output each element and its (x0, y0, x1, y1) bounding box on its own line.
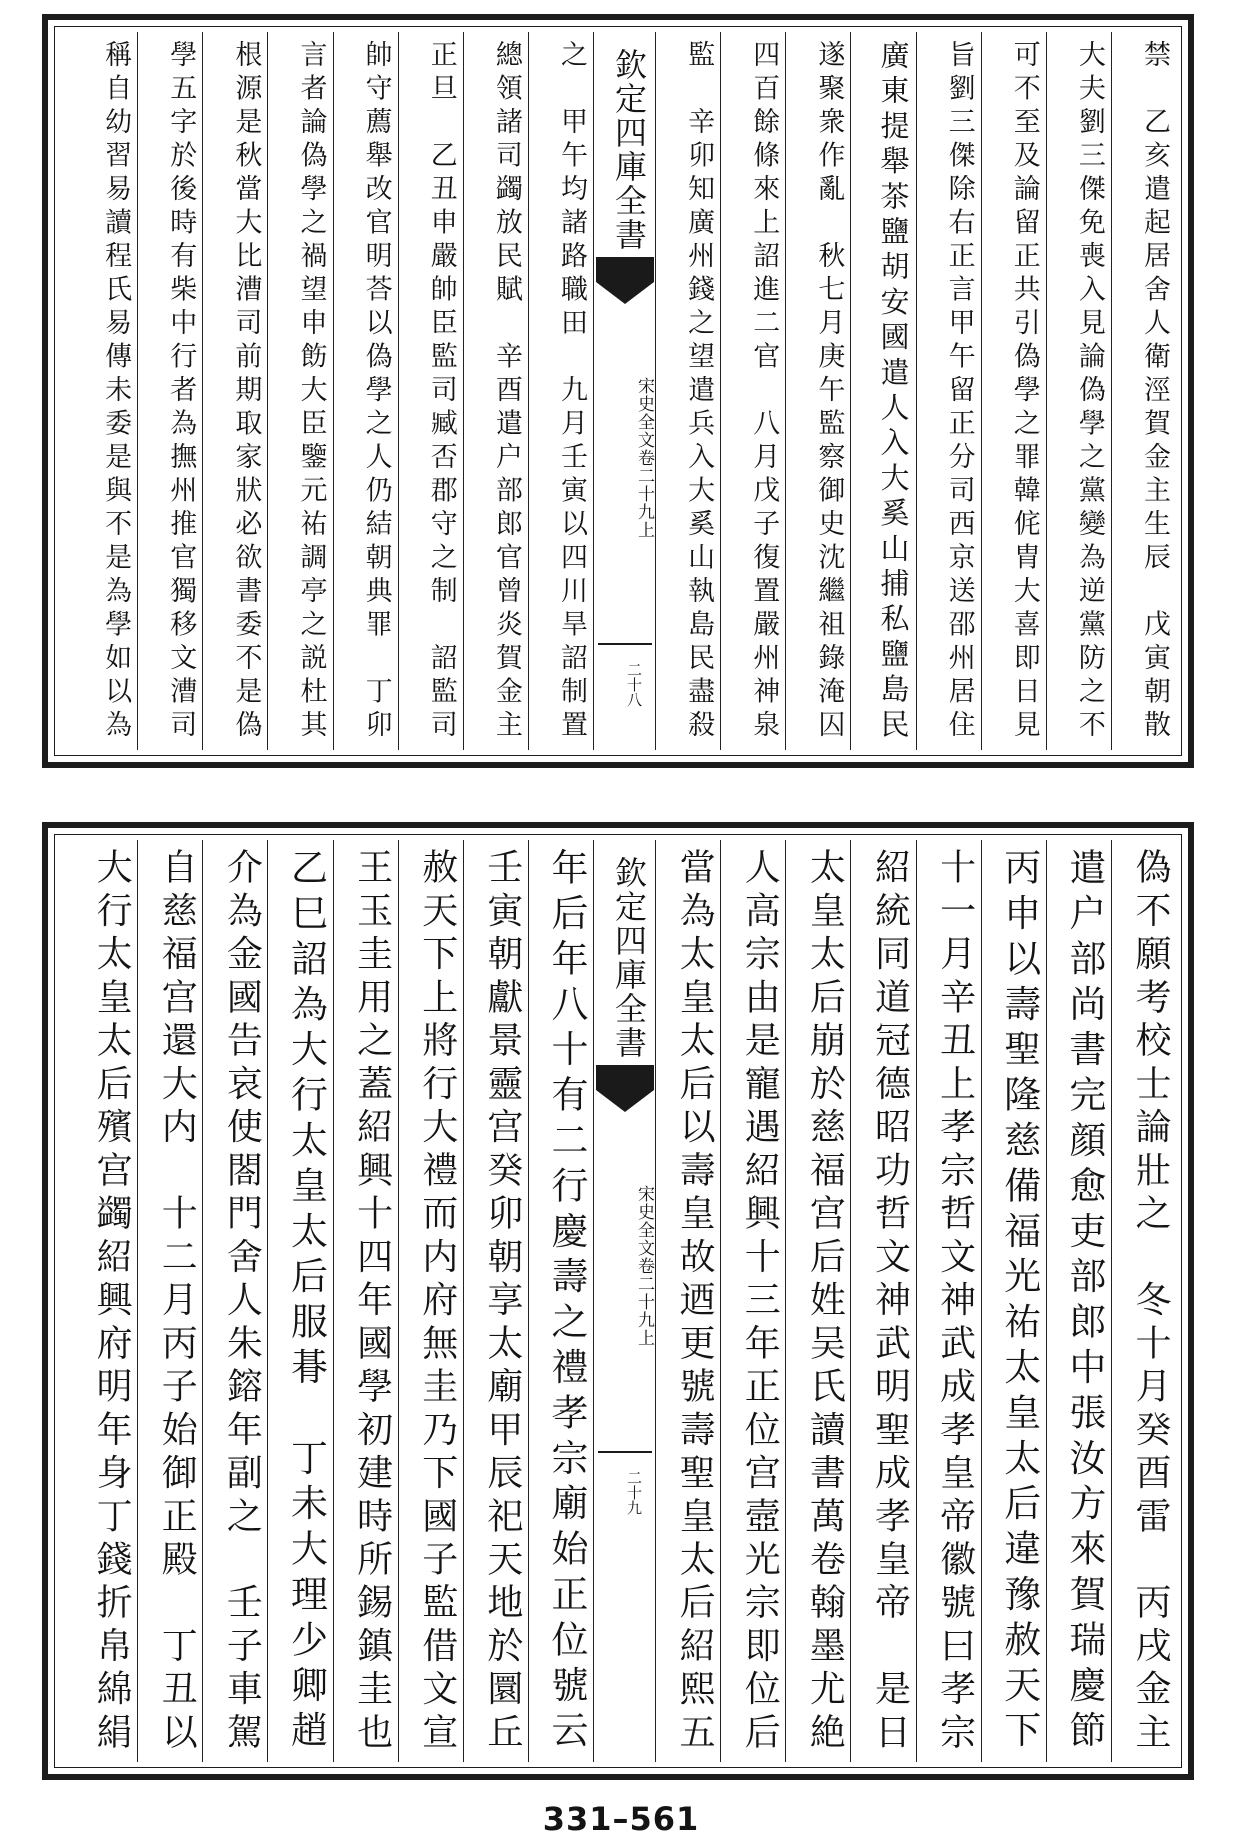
upper-fish-tail (596, 257, 654, 304)
text-column (1046, 32, 1111, 750)
column-text: 壬寅朝獻景靈宫癸卯朝享太廟甲辰祀天地於圜丘 (481, 848, 523, 1756)
column-text: 赦天下上將行大禮而内府無圭乃下國子監借文宣 (416, 848, 458, 1756)
text-column (850, 840, 915, 1762)
column-text: 遣户部尚書完顔愈吏部郎中張汝方來賀瑞慶節 (1062, 848, 1106, 1756)
text-column (333, 840, 398, 1762)
folio-number: 二十九 (625, 1470, 643, 1515)
column-text: 禁 乙亥遣起居舍人衛涇賀金主生辰 戊寅朝散 (1139, 40, 1170, 744)
column-text: 可不至及論留正共引偽學之罪韓侂胄大喜即日見 (1008, 40, 1040, 744)
column-text: 人高宗由是寵遇紹興十三年正位宫壼光宗即位后 (739, 848, 781, 1756)
text-column (398, 840, 463, 1762)
chapter-name: 卷二十九上 (634, 449, 654, 539)
text-column (1111, 840, 1176, 1762)
text-column (785, 32, 850, 750)
column-text: 稱自幼習易讀程氏易傳未委是與不是為學如以為 (100, 40, 132, 744)
book-series-title: 欽定四庫全書 (610, 856, 648, 1060)
upper-fish-tail (596, 1065, 654, 1112)
upper-page (42, 14, 1194, 768)
text-column (528, 840, 593, 1762)
text-column (981, 840, 1046, 1762)
column-text: 紹統同道冠德昭功哲文神武明聖成孝皇帝 是日 (869, 848, 911, 1756)
text-column (655, 32, 720, 750)
column-text: 自慈福宫還大内 十二月丙子始御正殿 丁丑以 (156, 848, 198, 1756)
text-column (720, 840, 785, 1762)
book-name: 宋史全文 (634, 377, 654, 449)
text-column (463, 32, 528, 750)
text-column (267, 32, 332, 750)
book-and-chapter (633, 377, 652, 539)
column-text: 大行太皇太后殯宫蠲紹興府明年身丁錢折帛綿絹 (91, 848, 133, 1756)
column-text: 監 辛卯知廣州錢之望遣兵入大奚山執島民盡殺 (683, 40, 715, 744)
lower-page (42, 822, 1194, 1780)
fold-column (593, 32, 655, 750)
text-column (267, 840, 332, 1762)
upper-page-columns (60, 32, 1176, 750)
column-text: 之 甲午均諸路職田 九月壬寅以四川旱詔制置 (556, 40, 587, 744)
text-column (916, 840, 981, 1762)
text-column (333, 32, 398, 750)
column-text: 大夫劉三傑免喪入見論偽學之黨變為逆黨防之不 (1073, 40, 1105, 744)
column-text: 當為太皇太后以壽皇故迺更號壽聖皇太后紹熙五 (674, 848, 716, 1756)
folio-number: 二十八 (625, 662, 643, 707)
text-column (850, 32, 915, 750)
text-column (916, 32, 981, 750)
column-text: 正旦 乙丑申嚴帥臣監司臧否郡守之制 詔監司 (425, 40, 457, 744)
column-text: 太皇太后崩於慈福宫后姓吴氏讀書萬卷翰墨尤絶 (804, 848, 846, 1756)
column-text: 偽不願考校士論壯之 冬十月癸酉雷 丙戌金主 (1130, 848, 1171, 1756)
text-column (463, 840, 528, 1762)
text-column (137, 840, 202, 1762)
text-column (72, 32, 137, 750)
column-text: 年后年八十有二行慶壽之禮孝宗廟始正位號云 (545, 848, 588, 1756)
lower-page-columns (60, 840, 1176, 1762)
fold-column (593, 840, 655, 1762)
column-text: 介為金國告哀使閤門舍人朱鎔年副之 壬子車駕 (221, 848, 263, 1756)
text-column (202, 840, 267, 1762)
column-text: 學五字於後時有柴中行者為撫州推官獨移文漕司 (165, 40, 197, 744)
text-column (981, 32, 1046, 750)
column-text: 總領諸司蠲放民賦 辛酉遣户部郎官曾炎賀金主 (490, 40, 522, 744)
column-text: 旨劉三傑除右正言甲午留正分司西京送邵州居住 (943, 40, 975, 744)
text-column (137, 32, 202, 750)
text-column (1111, 32, 1176, 750)
column-text: 王玉圭用之蓋紹興十四年國學初建時所錫鎮圭也 (351, 848, 393, 1756)
column-text: 遂聚衆作亂 秋七月庚午監察御史沈繼祖錄淹囚 (813, 40, 845, 744)
text-column (528, 32, 593, 750)
chapter-name: 卷二十九上 (634, 1257, 654, 1347)
text-column (1046, 840, 1111, 1762)
column-text: 十一月辛丑上孝宗哲文神武成孝皇帝徽號曰孝宗 (934, 848, 976, 1756)
column-text: 帥守薦舉改官明荅以偽學之人仍結朝典罪 丁卯 (360, 40, 392, 744)
column-text: 四百餘條來上詔進二官 八月戊子復置嚴州神泉 (748, 40, 780, 744)
text-column (785, 840, 850, 1762)
text-column (720, 32, 785, 750)
column-text: 根源是秋當大比漕司前期取家狀必欲書委不是偽 (230, 40, 262, 744)
text-column (398, 32, 463, 750)
column-text: 言者論偽學之禍望申飭大臣鑒元祐調亭之説杜其 (295, 40, 327, 744)
text-column (655, 840, 720, 1762)
book-name: 宋史全文 (634, 1185, 654, 1257)
book-series-title: 欽定四庫全書 (610, 48, 648, 252)
column-text: 丙申以壽聖隆慈備福光祐太皇太后違豫赦天下 (997, 848, 1041, 1756)
book-and-chapter (633, 1185, 652, 1347)
text-column (72, 840, 137, 1762)
column-text: 乙巳詔為大行太皇太后服朞 丁未大理少卿趙 (284, 848, 328, 1756)
column-text: 廣東提舉茶鹽胡安國遣人入大奚山捕私鹽島民 (876, 40, 911, 744)
text-column (202, 32, 267, 750)
page-number: 331–561 (542, 1800, 700, 1838)
